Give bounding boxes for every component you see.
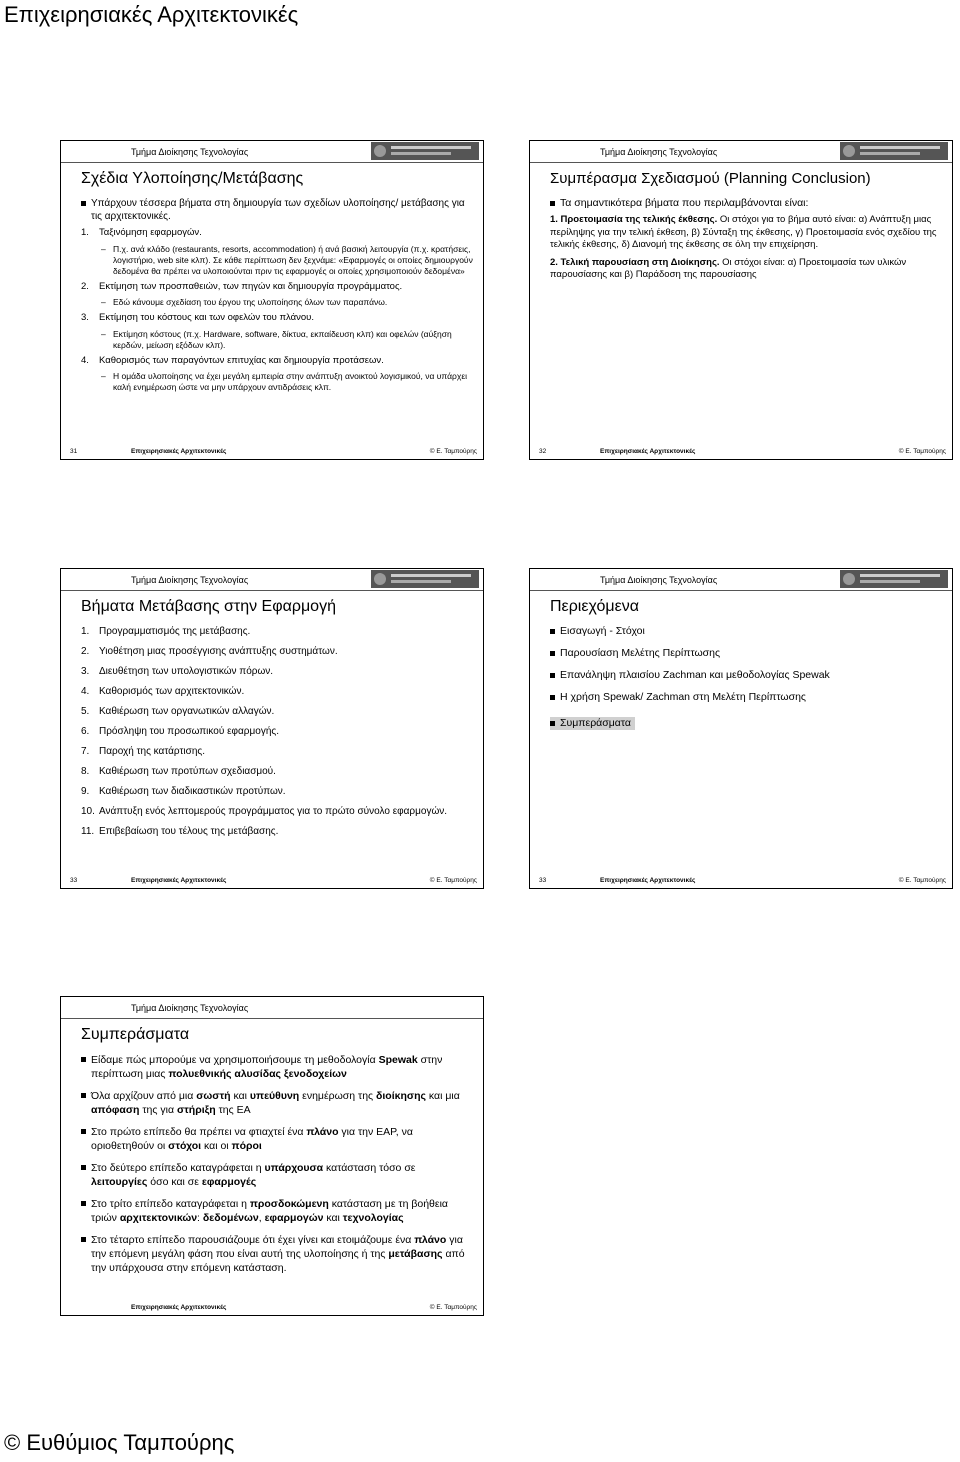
item-number: 10. — [81, 806, 95, 817]
bullet-item: Υπάρχουν τέσσερα βήματα στη δημιουργία των σχεδίων υλοποίησης/ μετάβασης για τις αρχιτεκτονικές. — [81, 197, 473, 223]
paragraph-text: Οι στόχοι είναι: α) Προετοιμασία των υλικών παρουσίασης και β) Παράδοση της παρουσίασης — [550, 256, 907, 280]
slide-header-text: Τμήμα Διοίκησης Τεχνολογίας — [600, 575, 718, 585]
footer-title: Επιχειρησιακές Αρχιτεκτονικές — [131, 448, 227, 455]
university-logo-icon — [371, 570, 479, 588]
header-divider — [530, 162, 952, 163]
item-text: Υιοθέτηση μιας προσέγγισης ανάπτυξης συστημάτων. — [99, 646, 338, 657]
numbered-item — [81, 765, 473, 778]
text-run: για την επόμενη μεγάλη φάση που είναι αυτή της υλοποίησης ή της — [91, 1234, 463, 1260]
item-number: 2. — [81, 646, 90, 657]
text-run: Στο τέταρτο επίπεδο παρουσιάζουμε ότι έχει γίνει και ετοιμάζουμε ένα — [91, 1234, 415, 1246]
slide-footer — [530, 874, 952, 888]
header-divider — [61, 1018, 483, 1019]
numbered-item — [81, 685, 473, 698]
bullet-item — [81, 1053, 473, 1081]
document-footer: © Ευθύμιος Ταμπούρης — [4, 1430, 235, 1455]
item-text: Καθορισμός των παραγόντων επιτυχίας και δημιουργία προτάσεων. — [99, 354, 384, 366]
text-run: και — [323, 1212, 343, 1224]
text-run: στην περίπτωση μιας — [91, 1054, 443, 1080]
item-text: Ανάπτυξη ενός λεπτομερούς προγράμματος για το πρώτο σύνολο εφαρμογών. — [99, 806, 448, 817]
numbered-item — [81, 705, 473, 718]
text-run: ενημέρωση της — [299, 1090, 377, 1102]
header-divider — [61, 162, 483, 163]
numbered-item — [81, 785, 473, 798]
slide-title: Συμπέρασμα Σχεδιασμού (Planning Conclusion) — [550, 170, 871, 187]
bold-text: πολυεθνικής αλυσίδας ξενοδοχείων — [168, 1068, 347, 1080]
bullet-item — [81, 1125, 473, 1153]
text-run: κατάσταση με τη βοήθεια τριών — [91, 1198, 448, 1224]
item-text: Ταξινόμηση εφαρμογών. — [99, 227, 202, 238]
slide-body — [550, 625, 942, 739]
bold-text: εφαρμογές — [201, 1176, 257, 1188]
footer-copyright: © Ε. Ταμπούρης — [429, 877, 477, 884]
text-run: της ΕΑ — [215, 1104, 251, 1116]
text-run: για την ΕΑΡ, να οριοθετηθούν οι — [91, 1126, 413, 1152]
item-text: Παροχή της κατάρτισης. — [99, 746, 205, 757]
footer-title: Επιχειρησιακές Αρχιτεκτονικές — [131, 1304, 227, 1311]
slide-title: Σχέδια Υλοποίησης/Μετάβασης — [81, 170, 304, 187]
numbered-item — [81, 355, 473, 368]
bold-text: δεδομένων — [202, 1212, 259, 1224]
item-number: 3. — [81, 312, 89, 323]
slide-title: Βήματα Μετάβασης στην Εφαρμογή — [81, 598, 336, 615]
slide-header-text: Τμήμα Διοίκησης Τεχνολογίας — [131, 1003, 249, 1013]
numbered-item — [81, 745, 473, 758]
text-run: : — [197, 1212, 203, 1224]
footer-copyright: © Ε. Ταμπούρης — [429, 448, 477, 455]
text-run: και οι — [201, 1140, 232, 1152]
text-run: Όλα αρχίζουν από μια — [91, 1090, 197, 1102]
slide-34 — [529, 568, 953, 889]
bold-text: τεχνολογίας — [342, 1212, 404, 1224]
slide-number: 31 — [70, 448, 78, 455]
text-run: από την υπάρχουσα στην επόμενη κατάσταση. — [91, 1248, 465, 1274]
footer-title: Επιχειρησιακές Αρχιτεκτονικές — [131, 877, 227, 884]
item-text: Καθορισμός των αρχιτεκτονικών. — [99, 686, 245, 697]
numbered-item — [81, 645, 473, 658]
numbered-paragraph — [550, 257, 942, 282]
slide-33 — [60, 568, 484, 889]
university-logo-icon — [840, 570, 948, 588]
bullet-item — [81, 1197, 473, 1225]
sub-item: – Εδώ κάνουμε σχεδίαση του έργου της υλοποίησης όλων των παραπάνω. — [81, 297, 473, 308]
bold-text: διοίκησης — [376, 1090, 426, 1102]
slide-footer — [530, 445, 952, 459]
bullet-item — [81, 1161, 473, 1189]
header-divider — [530, 590, 952, 591]
text-run: Στο τρίτο επίπεδο καταγράφεται η — [91, 1198, 250, 1210]
sub-item: – Η ομάδα υλοποίησης να έχει μεγάλη εμπειρία στην ανάπτυξη ανοικτού λογισμικού, να υπάρχει καλή ενημέρωση ώστε να μην υπάρχουν αντιδράσεις κλπ. — [81, 371, 473, 393]
slide-body — [81, 197, 473, 397]
slide-footer — [61, 874, 483, 888]
footer-copyright: © Ε. Ταμπούρης — [429, 1304, 477, 1311]
numbered-paragraph — [550, 214, 942, 252]
item-text: Πρόσληψη του προσωπικού εφαρμογής. — [99, 726, 279, 737]
numbered-item — [81, 805, 473, 818]
slide-number: 33 — [70, 877, 78, 884]
slide-footer — [61, 445, 483, 459]
item-number: 1. — [81, 227, 89, 238]
sub-item: – Εκτίμηση κόστους (π.χ. Hardware, software, δίκτυα, εκπαίδευση κλπ) και οφελών (αύξηση κερδών, μείωση εξόδων κλπ). — [81, 329, 473, 351]
text-run: όσο και σε — [147, 1176, 202, 1188]
numbered-item — [81, 825, 473, 838]
bullet-item — [81, 1233, 473, 1275]
bold-text: υπεύθυνη — [249, 1090, 300, 1102]
university-logo-icon — [371, 142, 479, 160]
header-divider — [61, 590, 483, 591]
toc-item: Εισαγωγή - Στόχοι — [550, 625, 942, 638]
paragraph-text: Οι στόχοι για το βήμα αυτό είναι: α) Ανάπτυξη μιας περίληψης για την τελική έκθεση, β) Σύνταξη της έκθεσης, γ) Προετοιμασία ενός σχεδίου της τελικής έκθεσης, δ) Διανομή της έκθεσης σε όλη την επιχείρηση. — [550, 214, 937, 250]
item-text: Διευθέτηση των υπολογιστικών πόρων. — [99, 666, 274, 677]
bold-text: προσδοκώμενη — [249, 1198, 329, 1210]
numbered-item — [81, 227, 473, 240]
document-title: Επιχειρησιακές Αρχιτεκτονικές — [4, 2, 299, 27]
bullet-item: Τα σημαντικότερα βήματα που περιλαμβάνονται είναι: — [550, 197, 942, 210]
slide-title: Συμπεράσματα — [81, 1026, 190, 1043]
bold-text: σωστή — [196, 1090, 231, 1102]
slide-32 — [529, 140, 953, 460]
slide-header-text: Τμήμα Διοίκησης Τεχνολογίας — [131, 575, 249, 585]
slide-header-text: Τμήμα Διοίκησης Τεχνολογίας — [600, 147, 718, 157]
toc-item-current: Συμπεράσματα — [550, 717, 635, 730]
bold-text: αρχιτεκτονικών — [119, 1212, 198, 1224]
footer-title: Επιχειρησιακές Αρχιτεκτονικές — [600, 877, 696, 884]
text-run: Στο πρώτο επίπεδο θα πρέπει να φτιαχτεί ένα — [91, 1126, 307, 1138]
numbered-item — [81, 725, 473, 738]
slide-body — [81, 1053, 473, 1283]
text-run: της για — [139, 1104, 177, 1116]
text-run: κατάσταση τόσο σε — [323, 1162, 416, 1174]
item-number: 5. — [81, 706, 90, 717]
item-number: 7. — [81, 746, 90, 757]
numbered-item — [81, 665, 473, 678]
item-text: Εκτίμηση του κόστους και των οφελών του πλάνου. — [99, 312, 314, 323]
item-text: Καθιέρωση των οργανωτικών αλλαγών. — [99, 706, 275, 717]
bold-text: εφαρμογών — [264, 1212, 324, 1224]
bold-text: πόροι — [231, 1140, 262, 1152]
item-number: 3. — [81, 666, 90, 677]
item-text: Επιβεβαίωση του τέλους της μετάβασης. — [99, 826, 279, 837]
item-text: Εκτίμηση των προσπαθειών, των πηγών και δημιουργία προγράμματος. — [99, 280, 403, 292]
text-run: και — [230, 1090, 250, 1102]
item-number: 8. — [81, 766, 90, 777]
bold-text: πλάνο — [306, 1126, 339, 1138]
bold-text: υπάρχουσα — [264, 1162, 324, 1174]
item-text: Καθιέρωση των προτύπων σχεδιασμού. — [99, 766, 276, 777]
item-text: Προγραμματισμός της μετάβασης. — [99, 626, 251, 637]
slide-number: 33 — [539, 877, 547, 884]
bullet-item — [81, 1089, 473, 1117]
bold-text: στήριξη — [176, 1104, 216, 1116]
slide-title: Περιεχόμενα — [550, 598, 639, 615]
slide-31 — [60, 140, 484, 460]
item-number: 6. — [81, 726, 90, 737]
slide-header-text: Τμήμα Διοίκησης Τεχνολογίας — [131, 147, 249, 157]
toc-item: Η χρήση Spewak/ Zachman στη Μελέτη Περίπτωσης — [550, 691, 942, 704]
toc-item: Επανάληψη πλαισίου Zachman και μεθοδολογίας Spewak — [550, 669, 942, 682]
text-run: , — [258, 1212, 265, 1224]
footer-title: Επιχειρησιακές Αρχιτεκτονικές — [600, 448, 696, 455]
text-run: Είδαμε πώς μπορούμε να χρησιμοποιήσουμε τη μεθοδολογία — [91, 1054, 379, 1066]
footer-copyright: © Ε. Ταμπούρης — [898, 877, 946, 884]
numbered-item — [81, 312, 473, 325]
slide-number: 32 — [539, 448, 547, 455]
numbered-item — [81, 625, 473, 638]
item-number: 9. — [81, 786, 90, 797]
slide-footer — [61, 1301, 483, 1315]
item-number: 1. — [81, 626, 90, 637]
slide-body — [81, 625, 473, 845]
footer-copyright: © Ε. Ταμπούρης — [898, 448, 946, 455]
bold-text: λειτουργίες — [91, 1176, 148, 1188]
numbered-item — [81, 281, 473, 294]
slide-35 — [60, 996, 484, 1316]
bold-text: πλάνο — [414, 1234, 447, 1246]
bold-text: απόφαση — [91, 1104, 140, 1116]
toc-item: Παρουσίαση Μελέτης Περίπτωσης — [550, 647, 942, 660]
bold-text: μετάβασης — [388, 1248, 443, 1260]
paragraph-label: 1. Προετοιμασία της τελικής έκθεσης. — [550, 214, 718, 225]
item-number: 4. — [81, 686, 90, 697]
text-run: Στο δεύτερο επίπεδο καταγράφεται η — [91, 1162, 265, 1174]
university-logo-icon — [840, 142, 948, 160]
text-run: και μια — [425, 1090, 460, 1102]
item-number: 2. — [81, 280, 89, 292]
item-number: 4. — [81, 354, 89, 366]
item-number: 11. — [81, 826, 95, 837]
slide-body — [550, 197, 942, 287]
bold-text: στόχοι — [168, 1140, 202, 1152]
bold-text: Spewak — [378, 1054, 418, 1066]
sub-item: – Π.χ. ανά κλάδο (restaurants, resorts, accommodation) ή ανά βασική λειτουργία (π.χ. κρατήσεις, λογιστήριο, web site κλπ). Σε κάθε περίπτωση δεν ξεχνάμε: «Εφαρμογές οι οποίες δημιουργούν δεδομένα θα πρέπει να υλοποιούνται πριν τις εφαρμογές οι οποίες χρησιμοποιούν δεδομένα» — [81, 244, 473, 277]
item-text: Καθιέρωση των διαδικαστικών προτύπων. — [99, 786, 286, 797]
paragraph-label: 2. Τελική παρουσίαση στη Διοίκησης. — [550, 256, 720, 268]
